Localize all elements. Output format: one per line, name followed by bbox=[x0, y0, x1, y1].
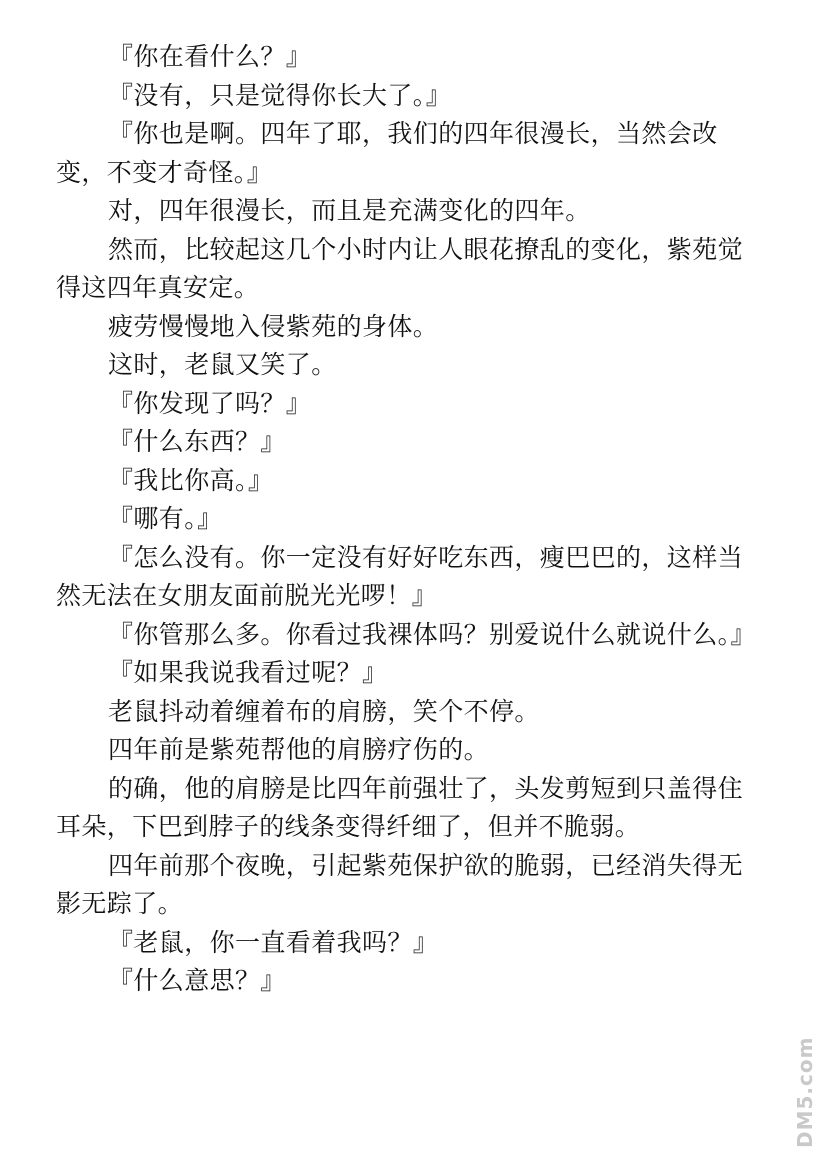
paragraph: 四年前那个夜晚，引起紫苑保护欲的脆弱，已经消失得无影无踪了。 bbox=[56, 850, 744, 918]
paragraph: 『我比你高。』 bbox=[108, 465, 274, 495]
paragraph: 『如果我说我看过呢？』 bbox=[108, 658, 388, 687]
paragraph: 『哪有。』 bbox=[108, 504, 223, 533]
paragraph: 『什么意思？』 bbox=[108, 966, 286, 995]
paragraph: 『老鼠，你一直看着我吗？』 bbox=[108, 927, 439, 957]
paragraph: 然而，比较起这几个小时内让人眼花撩乱的变化，紫苑觉得这四年真安定。 bbox=[56, 234, 744, 302]
paragraph: 疲劳慢慢地入侵紫苑的身体。 bbox=[108, 311, 439, 341]
paragraph: 『什么东西？』 bbox=[108, 427, 286, 456]
paragraph: 『你也是啊。四年了耶，我们的四年很漫长，当然会改变，不变才奇怪。』 bbox=[56, 119, 718, 187]
paragraph: 『没有，只是觉得你长大了。』 bbox=[108, 80, 452, 110]
paragraph: 老鼠抖动着缠着布的肩膀，笑个不停。 bbox=[108, 696, 540, 726]
watermark-text: DM5.com bbox=[793, 1036, 817, 1148]
paragraph: 四年前是紫苑帮他的肩膀疗伤的。 bbox=[108, 735, 490, 764]
paragraph: 『你发现了吗？』 bbox=[108, 388, 312, 418]
paragraph: 『你在看什么？』 bbox=[108, 42, 312, 71]
dm5-watermark-logo bbox=[786, 1036, 818, 1151]
paragraph: 『怎么没有。你一定没有好好吃东西，瘦巴巴的，这样当然无法在女朋友面前脱光光啰！』 bbox=[56, 542, 744, 610]
paragraph: 这时，老鼠又笑了。 bbox=[108, 350, 337, 379]
paragraph: 的确，他的肩膀是比四年前强壮了，头发剪短到只盖得住耳朵，下巴到脖子的线条变得纤细了，但并不脆弱。 bbox=[56, 773, 744, 841]
paragraph: 『你管那么多。你看过我裸体吗？别爱说什么就说什么。』 bbox=[108, 619, 756, 649]
paragraph: 对，四年很漫长，而且是充满变化的四年。 bbox=[108, 196, 591, 225]
page-text-body bbox=[56, 38, 756, 1001]
